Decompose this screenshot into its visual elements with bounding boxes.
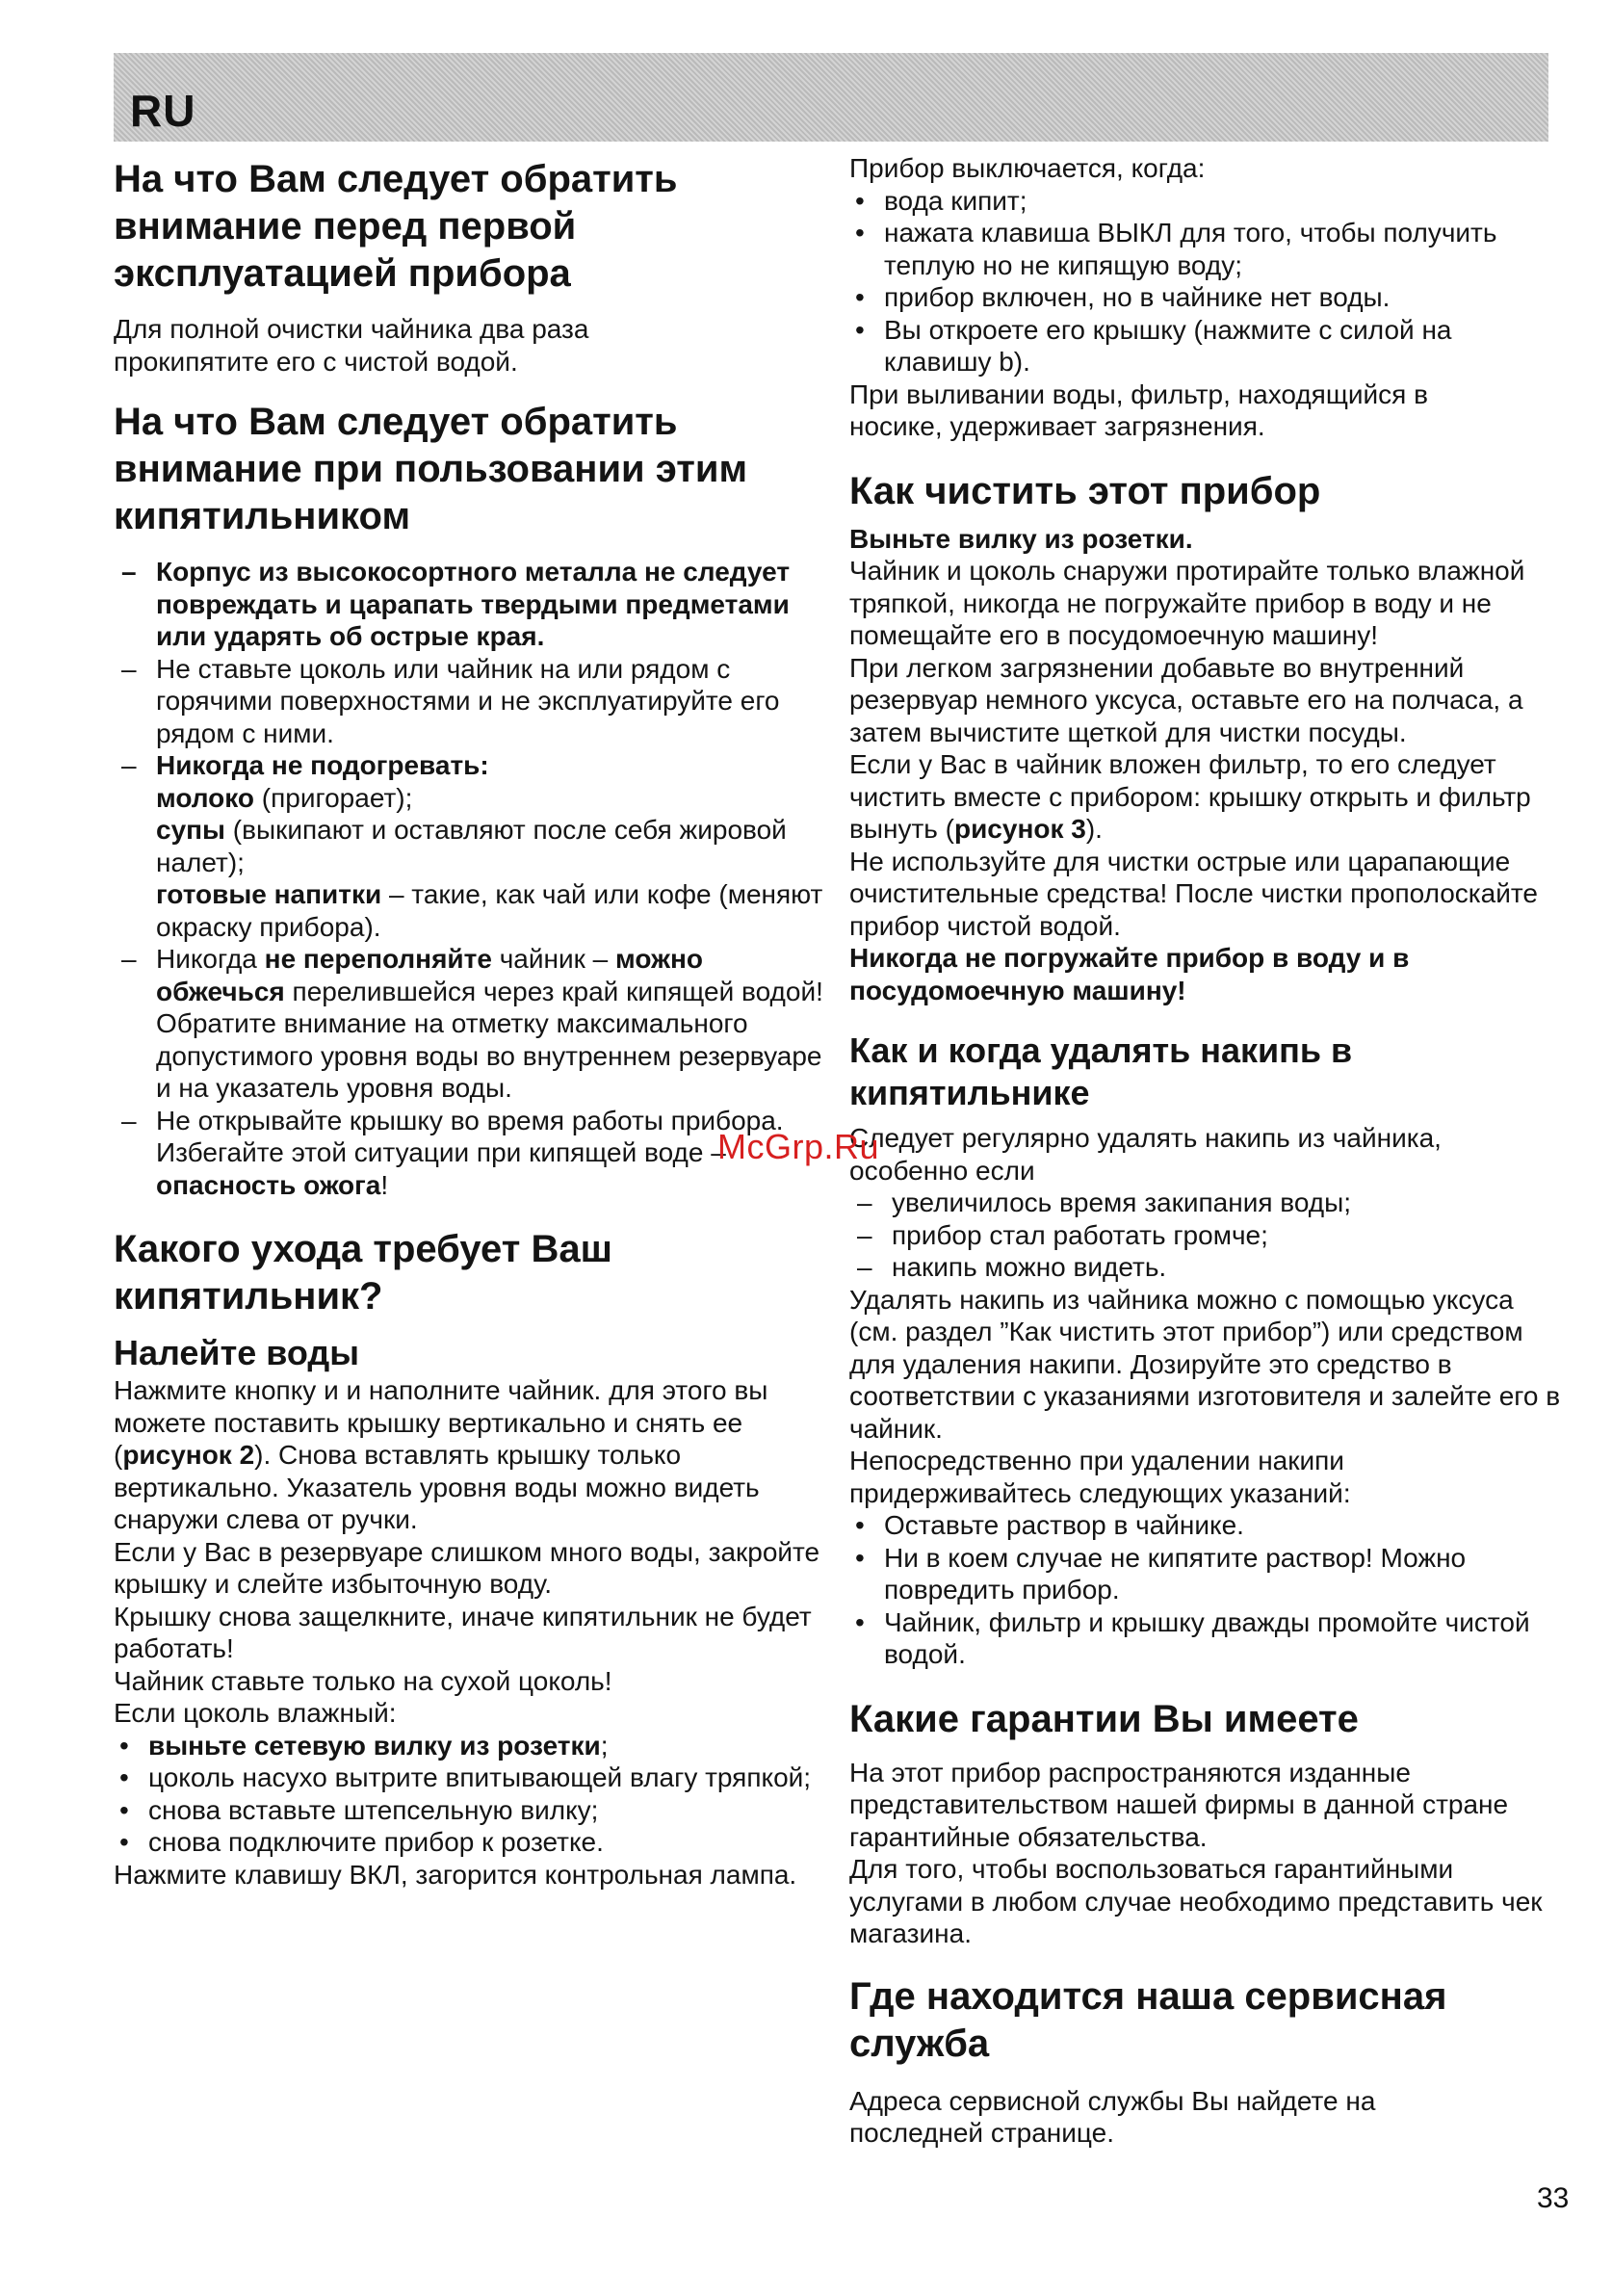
descaling-sign-3: – накипь можно видеть. [849, 1251, 1562, 1284]
descaling-rule-1: • Оставьте раствор в чайнике. [849, 1509, 1562, 1542]
section-title-cleaning: Как чистить этот прибор [849, 469, 1321, 512]
warranty-p1: На этот прибор распространяются изданные представительством нашей фирмы в данной стране гарантийные обязательства. [849, 1757, 1509, 1852]
fill-water-p4: Чайник ставьте только на сухой цоколь! [114, 1665, 612, 1696]
usage-list [114, 556, 826, 1201]
watermark: McGrp.Ru [717, 1127, 880, 1166]
section-title-warranty: Какие гарантии Вы имеете [849, 1697, 1359, 1740]
section-title-service: Где находится наша сервисная служба [849, 1974, 1447, 2065]
warranty-p2: Для того, чтобы воспользоваться гарантийными услугами в любом случае необходимо представить чек магазина. [849, 1854, 1543, 1948]
warranty-text [849, 1757, 1562, 1950]
cleaning-text [849, 523, 1543, 1007]
never-heat-milk: молоко (пригорает); [156, 782, 413, 813]
first-use-text: Для полной очистки чайника два раза прокипятите его с чистой водой. [114, 314, 589, 377]
right-column [849, 152, 1573, 2150]
header-band [114, 53, 1548, 142]
fill-water-p6: Нажмите клавишу ВКЛ, загорится контрольная лампа. [114, 1859, 797, 1890]
descaling-signs-list [849, 1187, 1562, 1284]
descaling-p2: Удалять накипь из чайника можно с помощью уксуса (см. раздел ”Как чистить этот прибор”) или средством для удаления накипи. Дозируйте это средство в соответствии с указаниями изготовителя и залейте его в чайник. [849, 1284, 1561, 1444]
cleaning-p1: Чайник и цоколь снаружи протирайте только влажной тряпкой, никогда не погружайте прибор в воду и не помещайте его в посудомоечную машину! [849, 556, 1525, 650]
never-heat-soup: супы (выкипают и оставляют после себя жировой налет); [156, 815, 787, 877]
usage-item-lid: – Не открывайте крышку во время работы прибора. Избегайте этой ситуации при кипящей воде – опасность ожога! [114, 1105, 826, 1202]
fill-water-p2: Если у Вас в резервуаре слишком много воды, закройте крышку и слейте избыточную воду. [114, 1536, 820, 1599]
switch-off-item-3: • прибор включен, но в чайнике нет воды. [849, 281, 1562, 314]
cleaning-p3: Если у Вас в чайник вложен фильтр, то его следует чистить вместе с прибором: крышку открыть и фильтр вынуть (рисунок 3). [849, 749, 1531, 844]
switch-off-intro: Прибор выключается, когда: [849, 153, 1206, 183]
cleaning-p2: При легком загрязнении добавьте во внутренний резервуар немного уксуса, оставьте его на полчаса, а затем вычистите щеткой для чистки посуды. [849, 652, 1523, 747]
wet-base-item-4: • снова подключите прибор к розетке. [114, 1826, 826, 1859]
service-text: Адреса сервисной службы Вы найдете на последней странице. [849, 2085, 1376, 2148]
cleaning-lead: Выньте вилку из розетки. [849, 523, 1193, 554]
wet-base-list [114, 1730, 826, 1859]
fill-water-text [114, 1374, 826, 1891]
wet-base-item-3: • снова вставьте штепсельную вилку; [114, 1794, 826, 1827]
descaling-text [849, 1122, 1562, 1671]
usage-item-never-heat [114, 749, 826, 943]
cleaning-warning: Никогда не погружайте прибор в воду и в посудомоечную машину! [849, 943, 1410, 1005]
descaling-rules-list [849, 1509, 1562, 1671]
never-heat-drinks: готовые напитки – такие, как чай или кофе (меняют окраску прибора). [156, 879, 823, 942]
descaling-sign-2: – прибор стал работать громче; [849, 1219, 1562, 1252]
filter-text: При выливании воды, фильтр, находящийся в носике, удерживает загрязнения. [849, 378, 1428, 441]
left-column [114, 152, 845, 1891]
never-heat-title: – Никогда не подогревать: [156, 750, 489, 780]
switch-off-item-1: • вода кипит; [849, 185, 1562, 218]
section-title-usage: На что Вам следует обратить внимание при пользовании этим кипятильником [114, 401, 748, 537]
usage-item-overfill: – Никогда не переполняйте чайник – можно обжечься перелившейся через край кипящей водой! Обратите внимание на отметку максимального допустимого уровня воды во внутреннем резервуаре и на указатель уровня воды. [114, 943, 826, 1105]
fill-water-p3: Крышку снова защелкните, иначе кипятильник не будет работать! [114, 1601, 812, 1663]
wet-base-item-2: • цоколь насухо вытрите впитывающей влагу тряпкой; [114, 1761, 826, 1794]
page-number: 33 [1537, 2182, 1570, 2214]
cleaning-p4: Не используйте для чистки острые или царапающие очистительные средства! После чистки прополоскайте прибор чистой водой. [849, 846, 1538, 941]
section-title-care: Какого ухода требует Ваш кипятильник? [114, 1228, 612, 1318]
language-label: RU [130, 86, 196, 136]
switch-off-list [849, 185, 1562, 378]
descaling-p3: Непосредственно при удалении накипи придерживайтесь следующих указаний: [849, 1446, 1351, 1508]
switch-off-item-2: • нажата клавиша ВЫКЛ для того, чтобы получить теплую но не кипящую воду; [849, 217, 1562, 281]
section-title-first-use: На что Вам следует обратить внимание перед первой эксплуатацией прибора [114, 158, 678, 295]
descaling-rule-3: • Чайник, фильтр и крышку дважды промойте чистой водой. [849, 1606, 1562, 1671]
descaling-rule-2: • Ни в коем случае не кипятите раствор! Можно повредить прибор. [849, 1542, 1562, 1606]
usage-item-hot-surfaces: – Не ставьте цоколь или чайник на или рядом с горячими поверхностями и не эксплуатируйте его рядом с ними. [114, 653, 826, 750]
descaling-p1: Следует регулярно удалять накипь из чайника, особенно если [849, 1123, 1442, 1186]
subsection-fill-water: Налейте воды [114, 1333, 359, 1372]
fill-water-p1: Нажмите кнопку и и наполните чайник. для этого вы можете поставить крышку вертикально и снять ее (рисунок 2). Снова вставлять крышку только вертикально. Указатель уровня воды можно видеть снаружи слева от ручки. [114, 1375, 768, 1534]
wet-base-item-1: • выньте сетевую вилку из розетки; [114, 1730, 826, 1762]
usage-item-metal: – Корпус из высокосортного металла не следует повреждать и царапать твердыми предметами или ударять об острые края. [114, 556, 826, 653]
section-title-descaling: Как и когда удалять накипь в кипятильнике [849, 1031, 1353, 1112]
switch-off-item-4: • Вы откроете его крышку (нажмите с силой на клавишу b). [849, 314, 1562, 378]
descaling-sign-1: – увеличилось время закипания воды; [849, 1187, 1562, 1219]
fill-water-p5: Если цоколь влажный: [114, 1698, 397, 1728]
